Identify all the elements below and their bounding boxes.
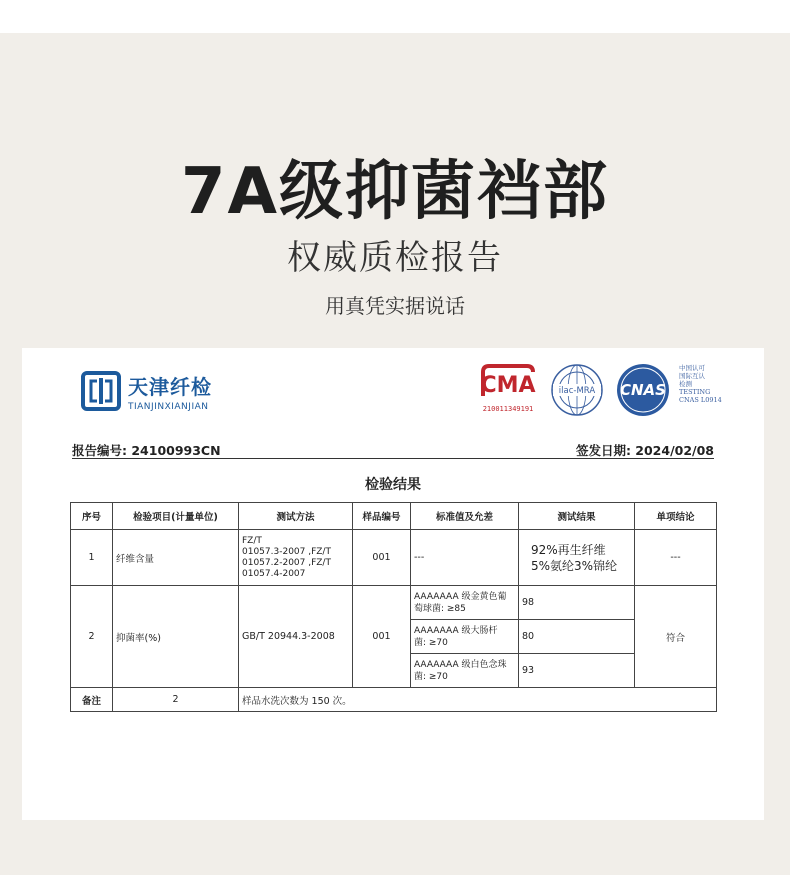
results-table: [70, 502, 717, 712]
header-cell: 序号: [71, 503, 113, 530]
svg-text:ilac-MRA: ilac-MRA: [558, 386, 596, 396]
header-cell: 单项结论: [635, 503, 717, 530]
top-band: [0, 0, 790, 33]
sample-number: 001: [353, 530, 411, 586]
test-item: 抑菌率(%): [113, 586, 239, 688]
logo-name-en: TIANJINXIANJIAN: [128, 401, 209, 412]
table-header-row: [71, 503, 717, 530]
note-count: 2: [113, 688, 239, 712]
conclusion: 符合: [635, 586, 717, 688]
tagline: 用真凭实据说话: [325, 294, 465, 318]
ilac-icon: [547, 362, 607, 418]
report-number: 报告编号: 24100993CN: [72, 443, 221, 458]
test-method: GB/T 20944.3-2008: [239, 586, 353, 688]
test-result: 80: [519, 620, 635, 654]
table-row: [71, 530, 717, 586]
result-title: 检验结果: [365, 477, 421, 493]
ilac-logo: [547, 362, 607, 422]
cma-logo: [477, 362, 539, 413]
test-result: 93: [519, 654, 635, 688]
table-row: [71, 586, 717, 620]
sample-number: 001: [353, 586, 411, 688]
divider: [72, 458, 714, 459]
header-cell: 测试结果: [519, 503, 635, 530]
header-cell: 标准值及允差: [411, 503, 519, 530]
test-result: 92%再生纤维 5%氨纶3%锦纶: [519, 530, 635, 586]
tianjin-logo-icon: [80, 370, 122, 412]
standard-value: AAAAAAA 级白色念珠 菌: ≥70: [411, 654, 519, 688]
cma-icon: [477, 362, 539, 400]
note-text: 样品水洗次数为 150 次。: [239, 688, 717, 712]
svg-text:CNAS: CNAS: [620, 381, 666, 399]
test-method: FZ/T 01057.3-2007 ,FZ/T 01057.2-2007 ,FZ/T 01057.4-2007: [239, 530, 353, 586]
logo-name-cn: 天津纤检: [128, 374, 212, 399]
test-item: 纤维含量: [113, 530, 239, 586]
tianjin-logo: [80, 370, 212, 412]
cnas-side-text: 中国认可 国际互认 检测 TESTING CNAS L0914: [679, 364, 722, 404]
page-title: 7A级抑菌裆部: [180, 155, 610, 229]
cnas-icon: [613, 362, 673, 418]
report-meta: [72, 441, 714, 459]
header-cell: 样品编号: [353, 503, 411, 530]
note-label: 备注: [71, 688, 113, 712]
cert-logos: [477, 362, 722, 422]
test-result: 98: [519, 586, 635, 620]
svg-text:CMA: CMA: [480, 373, 536, 398]
standard-value: AAAAAAA 级金黄色葡 萄球菌: ≥85: [411, 586, 519, 620]
page-subtitle: 权威质检报告: [287, 238, 503, 278]
row-number: 2: [71, 586, 113, 688]
header-cell: 测试方法: [239, 503, 353, 530]
standard-value: AAAAAAA 级大肠杆 菌: ≥70: [411, 620, 519, 654]
cma-number: 210011349191: [482, 405, 534, 413]
header-cell: 检验项目(计量单位): [113, 503, 239, 530]
row-number: 1: [71, 530, 113, 586]
standard-value: ---: [411, 530, 519, 586]
conclusion: ---: [635, 530, 717, 586]
note-row: [71, 688, 717, 712]
report-sheet: [22, 348, 764, 820]
issue-date: 签发日期: 2024/02/08: [575, 443, 714, 458]
cnas-logo: [613, 362, 673, 422]
